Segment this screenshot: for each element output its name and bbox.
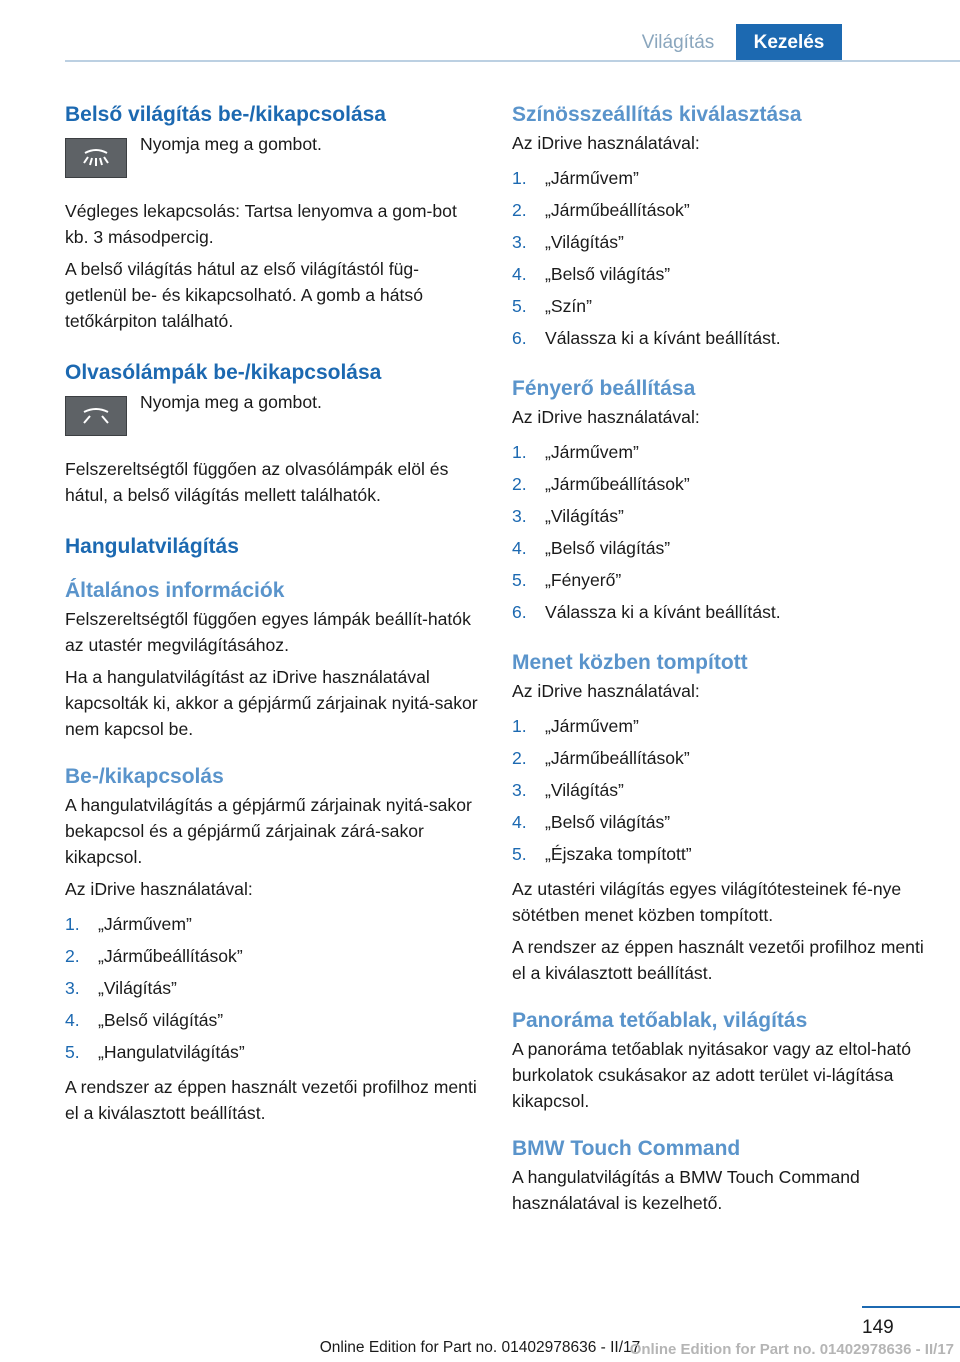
- step-text: „Járművem”: [545, 442, 639, 462]
- step-number: 6.: [512, 328, 527, 348]
- step-text: „Járműbeállítások”: [545, 200, 690, 220]
- step-number: 2.: [65, 946, 80, 966]
- paragraph: Felszereltségtől függően egyes lámpák beállít-hatók az utastér megvilágításához.: [65, 609, 471, 655]
- list-item: [512, 162, 927, 194]
- step-list: [65, 908, 480, 1068]
- paragraph: A hangulatvilágítás a gépjármű zárjainak nyitá-sakor bekapcsol és a gépjármű zárjainak zárá-sakor kikapcsol.: [65, 795, 472, 867]
- left-column: [65, 100, 480, 1132]
- paragraph: Az iDrive használatával:: [512, 133, 700, 153]
- step-number: 6.: [512, 602, 527, 622]
- step-list: [512, 162, 927, 354]
- step-number: 2.: [512, 748, 527, 768]
- list-item: [512, 564, 927, 596]
- edition-footer: Online Edition for Part no. 01402978636 - II/17: [319, 1339, 641, 1356]
- subheading-brightness: Fényerő beállítása: [512, 377, 696, 400]
- step-text: „Belső világítás”: [98, 1010, 224, 1030]
- subheading-dimmed-while-driving: Menet közben tompított: [512, 651, 748, 674]
- step-number: 1.: [512, 168, 527, 188]
- subheading-on-off: Be-/kikapcsolás: [65, 765, 224, 788]
- heading-reading-lamps: Olvasólámpák be-/kikapcsolása: [65, 361, 382, 384]
- list-item: [512, 596, 927, 628]
- step-number: 4.: [512, 264, 527, 284]
- list-item: [512, 532, 927, 564]
- step-text: „Járművem”: [545, 168, 639, 188]
- step-number: 1.: [65, 914, 80, 934]
- subheading-color-selection: Színösszeállítás kiválasztása: [512, 103, 802, 126]
- page-number: 149: [862, 1317, 894, 1338]
- paragraph: Végleges lekapcsolás: Tartsa lenyomva a gom-bot kb. 3 másodpercig.: [65, 201, 457, 247]
- reading-lamp-button-icon: [65, 396, 127, 436]
- button-caption: Nyomja meg a gombot.: [140, 392, 322, 412]
- step-text: „Belső világítás”: [545, 538, 671, 558]
- step-number: 4.: [512, 812, 527, 832]
- step-text: „Belső világítás”: [545, 812, 671, 832]
- step-number: 3.: [512, 780, 527, 800]
- header-rule: [65, 60, 960, 62]
- list-item: [512, 838, 927, 870]
- paragraph: A belső világítás hátul az első világítástól füg-getlenül be- és kikapcsolható. A gomb a hátsó tetőkárpiton található.: [65, 259, 423, 331]
- list-item: [512, 742, 927, 774]
- step-number: 4.: [65, 1010, 80, 1030]
- step-list: [512, 436, 927, 628]
- step-text: „Járműbeállítások”: [545, 474, 690, 494]
- step-number: 3.: [512, 506, 527, 526]
- step-text: „Éjszaka tompított”: [545, 844, 692, 864]
- paragraph: A panoráma tetőablak nyitásakor vagy az eltol-ható burkolatok csukásakor az adott terület vi-lágítása kikapcsol.: [512, 1039, 912, 1111]
- watermark: Online Edition for Part no. 01402978636 - II/17: [629, 1341, 954, 1358]
- header-section-tab[interactable]: Világítás: [641, 32, 715, 53]
- step-text: „Világítás”: [98, 978, 177, 998]
- step-text: „Világítás”: [545, 506, 624, 526]
- step-number: 2.: [512, 200, 527, 220]
- list-item: [65, 972, 480, 1004]
- list-item: [65, 1036, 480, 1068]
- list-item: [65, 1004, 480, 1036]
- list-item: [512, 710, 927, 742]
- paragraph: Felszereltségtől függően az olvasólámpák elöl és hátul, a belső világítás mellett találhatók.: [65, 459, 449, 505]
- interior-light-button-icon: [65, 138, 127, 178]
- footer-rule: [862, 1306, 960, 1308]
- heading-interior-light: Belső világítás be-/kikapcsolása: [65, 103, 386, 126]
- step-number: 5.: [512, 296, 527, 316]
- list-item: [65, 940, 480, 972]
- step-text: „Járművem”: [98, 914, 192, 934]
- list-item: [512, 436, 927, 468]
- step-text: „Fényerő”: [545, 570, 622, 590]
- step-number: 3.: [512, 232, 527, 252]
- button-caption: Nyomja meg a gombot.: [140, 134, 322, 154]
- step-text: „Szín”: [545, 296, 592, 316]
- step-text: Válassza ki a kívánt beállítást.: [545, 602, 781, 622]
- paragraph: A hangulatvilágítás a BMW Touch Command használatával is kezelhető.: [512, 1167, 860, 1213]
- step-text: „Világítás”: [545, 232, 624, 252]
- step-number: 1.: [512, 442, 527, 462]
- step-number: 5.: [512, 570, 527, 590]
- step-text: „Hangulatvilágítás”: [98, 1042, 245, 1062]
- list-item: [512, 194, 927, 226]
- list-item: [512, 226, 927, 258]
- step-text: Válassza ki a kívánt beállítást.: [545, 328, 781, 348]
- step-number: 4.: [512, 538, 527, 558]
- list-item: [512, 468, 927, 500]
- paragraph: Az utastéri világítás egyes világítótesteinek fé-nye sötétben menet közben tompított.: [512, 879, 902, 925]
- step-text: „Világítás”: [545, 780, 624, 800]
- subheading-touch-command: BMW Touch Command: [512, 1137, 741, 1160]
- paragraph: A rendszer az éppen használt vezetői profilhoz menti el a kiválasztott beállítást.: [512, 937, 924, 983]
- list-item: [512, 774, 927, 806]
- paragraph: Az iDrive használatával:: [512, 407, 700, 427]
- header-chapter-tab[interactable]: Kezelés: [736, 24, 842, 61]
- paragraph: Ha a hangulatvilágítást az iDrive használatával kapcsolták ki, akkor a gépjármű zárjainak nyitá-sakor nem kapcsol be.: [65, 667, 478, 739]
- list-item: [512, 806, 927, 838]
- step-text: „Belső világítás”: [545, 264, 671, 284]
- step-text: „Járművem”: [545, 716, 639, 736]
- step-number: 2.: [512, 474, 527, 494]
- heading-ambient-light: Hangulatvilágítás: [65, 535, 239, 558]
- page-header: [0, 0, 960, 62]
- subheading-general-info: Általános információk: [65, 579, 285, 602]
- subheading-panorama-roof: Panoráma tetőablak, világítás: [512, 1009, 808, 1032]
- paragraph: Az iDrive használatával:: [512, 681, 700, 701]
- list-item: [512, 258, 927, 290]
- paragraph: A rendszer az éppen használt vezetői profilhoz menti el a kiválasztott beállítást.: [65, 1077, 477, 1123]
- step-text: „Járműbeállítások”: [98, 946, 243, 966]
- step-number: 1.: [512, 716, 527, 736]
- button-row-reading-lamps: [65, 392, 480, 442]
- button-row-interior-light: [65, 134, 480, 184]
- step-text: „Járműbeállítások”: [545, 748, 690, 768]
- list-item: [512, 290, 927, 322]
- step-list: [512, 710, 927, 870]
- paragraph: Az iDrive használatával:: [65, 879, 253, 899]
- step-number: 5.: [512, 844, 527, 864]
- right-column: [512, 100, 927, 1222]
- list-item: [65, 908, 480, 940]
- list-item: [512, 500, 927, 532]
- step-number: 3.: [65, 978, 80, 998]
- list-item: [512, 322, 927, 354]
- step-number: 5.: [65, 1042, 80, 1062]
